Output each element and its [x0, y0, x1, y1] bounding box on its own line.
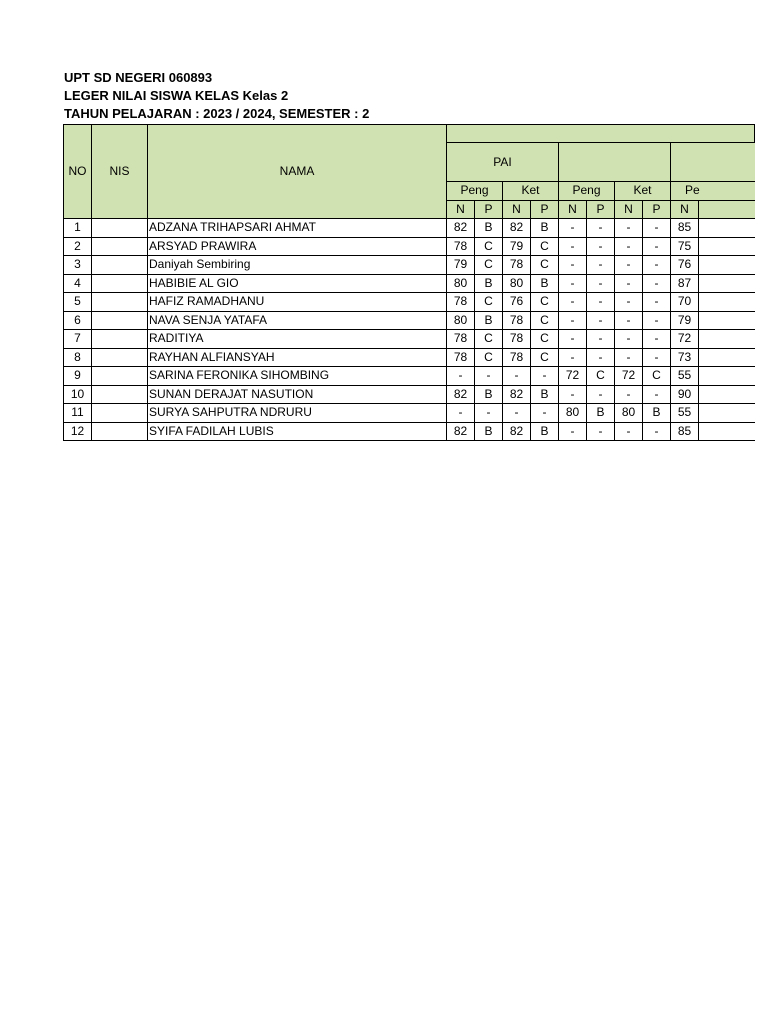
s2-peng-n: -: [559, 348, 587, 367]
s1-peng-p: B: [475, 422, 503, 441]
s3-peng-header: Pe: [671, 182, 755, 201]
s1-peng-n: 78: [447, 330, 475, 349]
overflow-cell: [699, 367, 755, 386]
student-no: 6: [64, 311, 92, 330]
student-name: SUNAN DERAJAT NASUTION: [148, 385, 447, 404]
s2-peng-p: -: [587, 274, 615, 293]
s2-peng-n: -: [559, 237, 587, 256]
s1-peng-p: B: [475, 311, 503, 330]
s1-ket-n: 76: [503, 293, 531, 312]
s1-ket-n: -: [503, 367, 531, 386]
s2-ket-p: -: [643, 330, 671, 349]
s1-peng-n: 80: [447, 274, 475, 293]
s3-peng-n: 70: [671, 293, 699, 312]
s2-peng-n: -: [559, 330, 587, 349]
subject-pai-header: PAI: [447, 143, 559, 182]
s2-ket-p: -: [643, 311, 671, 330]
s2-peng-n-header: N: [559, 200, 587, 219]
s1-ket-n: 78: [503, 330, 531, 349]
table-row: [64, 367, 755, 386]
table-header: [64, 125, 755, 219]
s2-peng-n: 80: [559, 404, 587, 423]
s1-peng-p: -: [475, 367, 503, 386]
student-no: 7: [64, 330, 92, 349]
s1-ket-p: C: [531, 348, 559, 367]
s2-ket-p: -: [643, 256, 671, 275]
table-row: [64, 219, 755, 238]
s1-peng-p: C: [475, 237, 503, 256]
s1-peng-n: 82: [447, 422, 475, 441]
s1-ket-n: 79: [503, 237, 531, 256]
s1-ket-n: 78: [503, 348, 531, 367]
grade-table: [63, 124, 755, 441]
s2-peng-p: -: [587, 348, 615, 367]
overflow-cell: [699, 237, 755, 256]
s1-ket-p: B: [531, 219, 559, 238]
col-no-header: NO: [64, 125, 92, 219]
s1-peng-n: 82: [447, 219, 475, 238]
student-name: SURYA SAHPUTRA NDRURU: [148, 404, 447, 423]
table-row: [64, 274, 755, 293]
s1-peng-p-header: P: [475, 200, 503, 219]
student-no: 8: [64, 348, 92, 367]
table-row: [64, 237, 755, 256]
s2-ket-p: -: [643, 219, 671, 238]
s2-ket-n: 80: [615, 404, 643, 423]
student-no: 2: [64, 237, 92, 256]
s2-peng-p: -: [587, 330, 615, 349]
table-row: [64, 256, 755, 275]
student-nis: [92, 385, 148, 404]
s3-peng-n: 55: [671, 367, 699, 386]
student-name: ADZANA TRIHAPSARI AHMAT: [148, 219, 447, 238]
s1-peng-p: C: [475, 293, 503, 312]
student-nis: [92, 311, 148, 330]
s3-peng-n: 87: [671, 274, 699, 293]
s1-ket-header: Ket: [503, 182, 559, 201]
student-name: RADITIYA: [148, 330, 447, 349]
s1-ket-p: C: [531, 256, 559, 275]
student-name: SARINA FERONIKA SIHOMBING: [148, 367, 447, 386]
student-name: HABIBIE AL GIO: [148, 274, 447, 293]
s2-peng-p-header: P: [587, 200, 615, 219]
student-no: 9: [64, 367, 92, 386]
s1-ket-n-header: N: [503, 200, 531, 219]
student-nis: [92, 330, 148, 349]
s1-ket-p: C: [531, 330, 559, 349]
overflow-cell: [699, 348, 755, 367]
s1-peng-p: C: [475, 330, 503, 349]
s2-peng-n: -: [559, 256, 587, 275]
s2-peng-n: -: [559, 422, 587, 441]
overflow-cell: [699, 274, 755, 293]
student-nis: [92, 404, 148, 423]
student-no: 5: [64, 293, 92, 312]
s2-peng-n: -: [559, 219, 587, 238]
s1-peng-header: Peng: [447, 182, 503, 201]
s2-ket-n: -: [615, 330, 643, 349]
table-row: [64, 330, 755, 349]
student-nis: [92, 293, 148, 312]
overflow-cell: [699, 256, 755, 275]
subject-group-band: [447, 125, 755, 143]
s2-peng-p: -: [587, 422, 615, 441]
overflow-cell: [699, 330, 755, 349]
s2-ket-p: -: [643, 348, 671, 367]
s2-peng-p: C: [587, 367, 615, 386]
s1-ket-n: 82: [503, 385, 531, 404]
student-no: 4: [64, 274, 92, 293]
student-nis: [92, 219, 148, 238]
s3-peng-n: 76: [671, 256, 699, 275]
s2-peng-n: 72: [559, 367, 587, 386]
s1-peng-n: 78: [447, 237, 475, 256]
s2-ket-n-header: N: [615, 200, 643, 219]
s3-overflow-cell: [699, 200, 755, 219]
student-name: NAVA SENJA YATAFA: [148, 311, 447, 330]
s1-ket-p-header: P: [531, 200, 559, 219]
table-row: [64, 348, 755, 367]
s1-ket-n: 82: [503, 219, 531, 238]
student-nis: [92, 422, 148, 441]
student-name: HAFIZ RAMADHANU: [148, 293, 447, 312]
s1-peng-n: -: [447, 404, 475, 423]
s1-peng-n: 82: [447, 385, 475, 404]
report-period: TAHUN PELAJARAN : 2023 / 2024, SEMESTER : 2: [64, 106, 370, 121]
s2-ket-n: -: [615, 422, 643, 441]
s2-ket-p: -: [643, 385, 671, 404]
s2-peng-p: B: [587, 404, 615, 423]
s1-ket-n: 78: [503, 256, 531, 275]
s3-peng-n: 75: [671, 237, 699, 256]
s3-peng-n: 72: [671, 330, 699, 349]
s2-ket-p-header: P: [643, 200, 671, 219]
s2-ket-p: -: [643, 274, 671, 293]
student-nis: [92, 274, 148, 293]
s2-peng-n: -: [559, 274, 587, 293]
s3-peng-n: 55: [671, 404, 699, 423]
s2-ket-n: -: [615, 293, 643, 312]
student-nis: [92, 367, 148, 386]
student-name: SYIFA FADILAH LUBIS: [148, 422, 447, 441]
s1-ket-n: -: [503, 404, 531, 423]
student-nis: [92, 237, 148, 256]
student-no: 12: [64, 422, 92, 441]
student-nis: [92, 348, 148, 367]
s1-ket-n: 78: [503, 311, 531, 330]
s2-peng-p: -: [587, 311, 615, 330]
s1-peng-n: 79: [447, 256, 475, 275]
s3-peng-n: 73: [671, 348, 699, 367]
s2-peng-p: -: [587, 293, 615, 312]
col-nama-header: NAMA: [148, 125, 447, 219]
table-row: [64, 311, 755, 330]
s2-peng-p: -: [587, 385, 615, 404]
s1-peng-p: B: [475, 274, 503, 293]
s1-ket-n: 80: [503, 274, 531, 293]
s2-ket-n: -: [615, 311, 643, 330]
s1-ket-p: B: [531, 385, 559, 404]
overflow-cell: [699, 385, 755, 404]
s1-ket-p: B: [531, 274, 559, 293]
s1-ket-n: 82: [503, 422, 531, 441]
student-nis: [92, 256, 148, 275]
s2-ket-n: -: [615, 348, 643, 367]
s2-ket-n: 72: [615, 367, 643, 386]
s1-peng-n-header: N: [447, 200, 475, 219]
s2-ket-header: Ket: [615, 182, 671, 201]
s3-peng-n: 85: [671, 219, 699, 238]
overflow-cell: [699, 422, 755, 441]
subject-2-header: [559, 143, 671, 182]
s1-peng-n: 80: [447, 311, 475, 330]
s2-peng-n: -: [559, 385, 587, 404]
s2-ket-p: C: [643, 367, 671, 386]
s2-ket-n: -: [615, 219, 643, 238]
overflow-cell: [699, 219, 755, 238]
table-row: [64, 422, 755, 441]
grade-sheet: [63, 124, 768, 454]
student-no: 11: [64, 404, 92, 423]
s2-ket-n: -: [615, 256, 643, 275]
student-no: 10: [64, 385, 92, 404]
student-rows: [64, 219, 755, 441]
subject-3-header: [671, 143, 755, 182]
header-row-top: [64, 125, 755, 143]
s2-peng-p: -: [587, 219, 615, 238]
school-name: UPT SD NEGERI 060893: [64, 70, 213, 85]
s3-peng-n: 79: [671, 311, 699, 330]
s1-ket-p: -: [531, 404, 559, 423]
table-row: [64, 404, 755, 423]
student-no: 1: [64, 219, 92, 238]
s2-ket-p: B: [643, 404, 671, 423]
s1-peng-n: -: [447, 367, 475, 386]
table-row: [64, 293, 755, 312]
student-no: 3: [64, 256, 92, 275]
s2-ket-p: -: [643, 293, 671, 312]
s1-ket-p: C: [531, 311, 559, 330]
table-row: [64, 385, 755, 404]
s1-peng-n: 78: [447, 348, 475, 367]
s2-peng-n: -: [559, 293, 587, 312]
s1-peng-p: -: [475, 404, 503, 423]
s3-peng-n: 90: [671, 385, 699, 404]
s2-peng-header: Peng: [559, 182, 615, 201]
student-name: ARSYAD PRAWIRA: [148, 237, 447, 256]
overflow-cell: [699, 311, 755, 330]
s3-peng-n: 85: [671, 422, 699, 441]
s3-peng-n-header: N: [671, 200, 699, 219]
overflow-cell: [699, 404, 755, 423]
student-name: Daniyah Sembiring: [148, 256, 447, 275]
s2-ket-n: -: [615, 385, 643, 404]
s1-ket-p: -: [531, 367, 559, 386]
s1-peng-p: C: [475, 256, 503, 275]
overflow-cell: [699, 293, 755, 312]
col-nis-header: NIS: [92, 125, 148, 219]
s1-peng-p: C: [475, 348, 503, 367]
s2-ket-n: -: [615, 274, 643, 293]
s1-ket-p: B: [531, 422, 559, 441]
s1-peng-p: B: [475, 385, 503, 404]
s1-peng-p: B: [475, 219, 503, 238]
student-name: RAYHAN ALFIANSYAH: [148, 348, 447, 367]
s2-ket-p: -: [643, 422, 671, 441]
s1-ket-p: C: [531, 293, 559, 312]
s2-peng-p: -: [587, 256, 615, 275]
report-title-block: [64, 69, 369, 123]
report-title: LEGER NILAI SISWA KELAS Kelas 2: [64, 88, 289, 103]
s2-peng-p: -: [587, 237, 615, 256]
s2-ket-n: -: [615, 237, 643, 256]
s1-peng-n: 78: [447, 293, 475, 312]
s2-peng-n: -: [559, 311, 587, 330]
s1-ket-p: C: [531, 237, 559, 256]
s2-ket-p: -: [643, 237, 671, 256]
